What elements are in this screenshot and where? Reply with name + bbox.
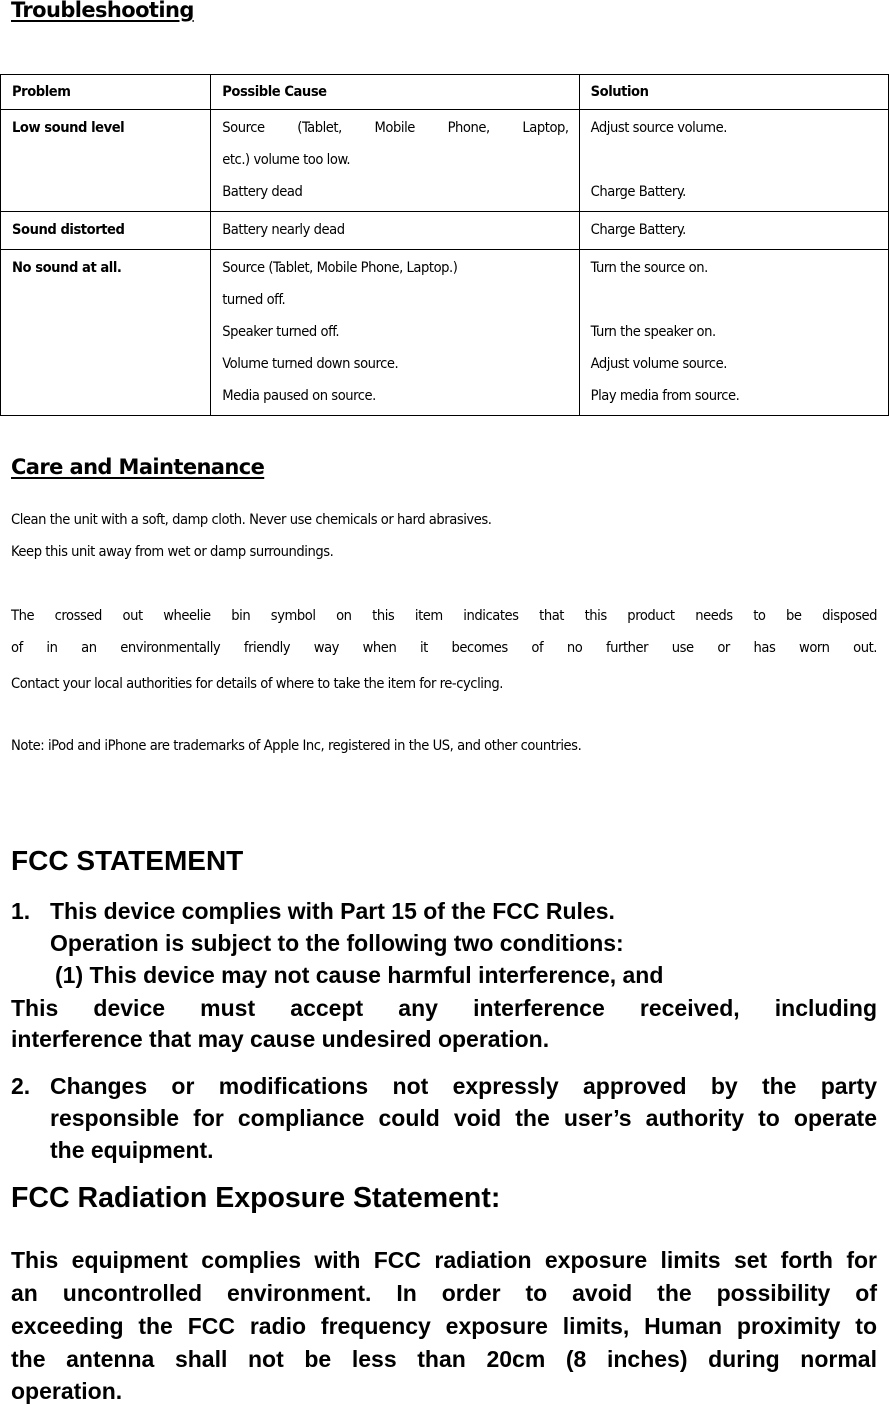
care-paragraph-disposal-line1: The crossed out wheelie bin symbol on this item indicates that this product needs to be disposed [11, 607, 877, 624]
header-solution: Solution [579, 75, 888, 110]
care-paragraph-dryness: Keep this unit away from wet or damp surroundings. [11, 543, 334, 560]
radiation-line1: This equipment complies with FCC radiation exposure limits set forth for [11, 1247, 877, 1273]
cause-line: turned off. [222, 291, 286, 308]
problem-cell: Low sound level [1, 110, 211, 212]
troubleshooting-table [0, 74, 889, 416]
solution-cell [579, 212, 888, 250]
header-possible-cause: Possible Cause [211, 75, 579, 110]
fcc-item1-line3: (1) This device may not cause harmful interference, and [55, 962, 664, 988]
care-paragraph-disposal-line3: Contact your local authorities for details of where to take the item for re-cycling. [11, 675, 503, 692]
cause-cell [211, 250, 579, 416]
solution-line: Charge Battery. [590, 183, 686, 200]
solution-cell [579, 110, 888, 212]
cause-line: etc.) volume too low. [222, 151, 351, 168]
fcc-item2-number: 2. [11, 1073, 31, 1099]
fcc-statement-title: FCC STATEMENT [11, 845, 244, 876]
solution-line: Adjust volume source. [590, 355, 727, 372]
table-row [1, 250, 889, 416]
cause-cell [211, 212, 579, 250]
solution-line: Charge Battery. [590, 221, 686, 238]
solution-line: Play media from source. [590, 387, 740, 404]
care-paragraph-cleaning: Clean the unit with a soft, damp cloth. Never use chemicals or hard abrasives. [11, 511, 492, 528]
fcc-item2-line1: Changes or modifications not expressly approved by the party [50, 1073, 877, 1099]
radiation-line3: exceeding the FCC radio frequency exposure limits, Human proximity to [11, 1313, 877, 1339]
troubleshooting-title: Troubleshooting [11, 0, 194, 22]
care-paragraph-disposal-line2: of in an environmentally friendly way when it becomes of no further use or has worn out. [11, 639, 877, 656]
radiation-line4: the antenna shall not be less than 20cm (8 inches) during normal [11, 1346, 877, 1372]
fcc-item2-line3: the equipment. [50, 1137, 214, 1163]
fcc-item1-number: 1. [11, 898, 31, 924]
problem-cell: Sound distorted [1, 212, 211, 250]
table-row [1, 110, 889, 212]
cause-line: Source (Tablet, Mobile Phone, Laptop, [222, 119, 569, 136]
table-header-row [1, 75, 889, 110]
cause-line: Media paused on source. [222, 387, 376, 404]
solution-line: Turn the source on. [590, 259, 708, 276]
table-row [1, 212, 889, 250]
fcc-item2-line2: responsible for compliance could void the user’s authority to operate [50, 1105, 877, 1131]
care-maintenance-title: Care and Maintenance [11, 455, 265, 479]
solution-line: Turn the speaker on. [590, 323, 716, 340]
solution-spacer [591, 284, 878, 316]
cause-line: Source (Tablet, Mobile Phone, Laptop.) [222, 259, 458, 276]
fcc-item1-line4: This device must accept any interference received, including [11, 995, 877, 1021]
fcc-item1-line5: interference that may cause undesired operation. [11, 1026, 550, 1052]
cause-line: Volume turned down source. [222, 355, 399, 372]
cause-line: Battery nearly dead [222, 221, 345, 238]
solution-cell [579, 250, 888, 416]
radiation-exposure-title: FCC Radiation Exposure Statement: [11, 1182, 501, 1214]
header-problem: Problem [1, 75, 211, 110]
solution-line: Adjust source volume. [590, 119, 727, 136]
radiation-line5: operation. [11, 1378, 123, 1404]
solution-spacer [591, 144, 878, 176]
trademark-note: Note: iPod and iPhone are trademarks of Apple Inc, registered in the US, and other countries. [11, 737, 582, 754]
cause-line: Speaker turned off. [222, 323, 340, 340]
cause-cell [211, 110, 579, 212]
fcc-item1-line2: Operation is subject to the following two conditions: [50, 930, 624, 956]
radiation-line2: an uncontrolled environment. In order to avoid the possibility of [11, 1280, 877, 1306]
cause-line: Battery dead [222, 183, 303, 200]
problem-cell: No sound at all. [1, 250, 211, 416]
fcc-item1-line1: This device complies with Part 15 of the FCC Rules. [50, 898, 615, 924]
